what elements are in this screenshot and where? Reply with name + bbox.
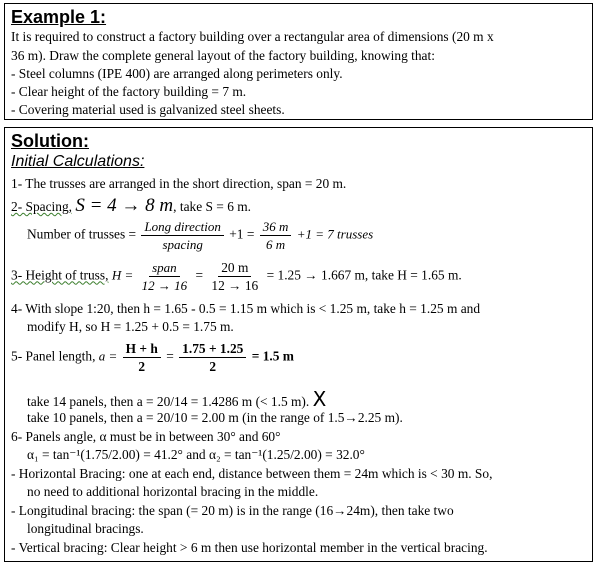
panel-frac1-num: H + h [123, 340, 161, 358]
trusses-result: +1 = 7 trusses [296, 226, 374, 242]
panel-frac1-den: 2 [138, 359, 146, 374]
panel-fraction-2 [179, 340, 246, 375]
step-6-line: 6- Panels angle, α must be in between 30° and 60° [11, 429, 281, 444]
vertical-bracing-line: - Vertical bracing: Clear height > 6 m then use horizontal member in the vertical bracing. [11, 540, 488, 555]
step-4-line-a: 4- With slope 1:20, then h = 1.65 - 0.5 = 1.15 m which is < 1.25 m, take h = 1.25 m and [11, 301, 481, 316]
angles-line: α₁ = tan⁻¹(1.75/2.00) = 41.2° and α₂ = tan⁻¹(1.25/2.00) = 32.0° [27, 447, 365, 462]
panel-frac2-den: 2 [209, 359, 217, 374]
example-box [4, 3, 593, 120]
panel-fraction-1 [123, 340, 161, 375]
solution-title: Solution: [11, 131, 89, 151]
example-line-1: It is required to construct a factory building over a rectangular area of dimensions (20 m x [11, 29, 494, 44]
example-title: Example 1: [11, 7, 107, 27]
step-2-take: , take S = 6 m. [173, 199, 252, 214]
spacing-range-math: S = 4 → 8 m [75, 195, 174, 216]
height-frac2-num: 20 m [218, 259, 251, 277]
step-2-line [11, 195, 251, 218]
step-2-label: 2- Spacing, [11, 199, 72, 214]
panels-14-line [27, 389, 326, 412]
trusses-fraction-1 [141, 218, 223, 253]
height-fraction-2 [208, 259, 261, 294]
panels-14-text: take 14 panels, then a = 20/14 = 1.4286 m (< 1.5 m). [27, 394, 310, 409]
height-take: , take H = 1.65 m. [364, 267, 462, 283]
height-h-symbol: H = [111, 267, 134, 283]
step-4-line-b: modify H, so H = 1.25 + 0.5 = 1.75 m. [27, 319, 234, 334]
height-range: = 1.25 → 1.667 m [266, 267, 365, 283]
height-equals: = [195, 267, 204, 283]
step-5-line [11, 340, 294, 375]
example-line-5: - Covering material used is galvanized steel sheets. [11, 102, 285, 117]
trusses-fraction-2 [260, 218, 292, 253]
panel-a-symbol: a = [98, 348, 118, 364]
trusses-frac2-num: 36 m [260, 218, 292, 236]
longitudinal-bracing-line-b: longitudinal bracings. [27, 521, 144, 536]
step-5-label: 5- Panel length, [11, 348, 96, 364]
panel-frac2-num: 1.75 + 1.25 [179, 340, 246, 358]
horizontal-bracing-line-a: - Horizontal Bracing: one at each end, distance between them = 24m which is < 30 m. So, [11, 466, 493, 481]
solution-box [4, 127, 593, 562]
panel-result: = 1.5 m [251, 348, 294, 364]
trusses-label: Number of trusses = [27, 226, 137, 242]
panels-10-line: take 10 panels, then a = 20/10 = 2.00 m (in the range of 1.5→2.25 m). [27, 410, 403, 425]
height-frac1-num: span [149, 259, 180, 277]
trusses-plus-one: +1 = [229, 226, 255, 242]
trusses-frac2-den: 6 m [266, 237, 286, 252]
trusses-frac1-num: Long direction [141, 218, 223, 236]
panel-equals: = [166, 348, 174, 364]
initial-calculations-heading: Initial Calculations: [11, 153, 145, 170]
step-1-line: 1- The trusses are arranged in the short direction, span = 20 m. [11, 176, 347, 191]
height-fraction-1 [139, 259, 191, 294]
step-3-line [11, 259, 462, 294]
example-line-2: 36 m). Draw the complete general layout of the factory building, knowing that: [11, 48, 435, 63]
number-of-trusses-eq [27, 218, 373, 253]
trusses-frac1-den: spacing [162, 237, 203, 252]
example-line-4: - Clear height of the factory building = 7 m. [11, 84, 247, 99]
step-3-label: 3- Height of truss, [11, 267, 109, 283]
height-frac2-den: 12 → 16 [211, 278, 259, 293]
rejected-x-mark: X [312, 387, 327, 411]
height-frac1-den: 12 → 16 [141, 278, 188, 293]
example-line-3: - Steel columns (IPE 400) are arranged along perimeters only. [11, 66, 343, 81]
longitudinal-bracing-line-a: - Longitudinal bracing: the span (= 20 m) is in the range (16→24m), then take two [11, 503, 454, 518]
horizontal-bracing-line-b: no need to additional horizontal bracing in the middle. [27, 484, 319, 499]
